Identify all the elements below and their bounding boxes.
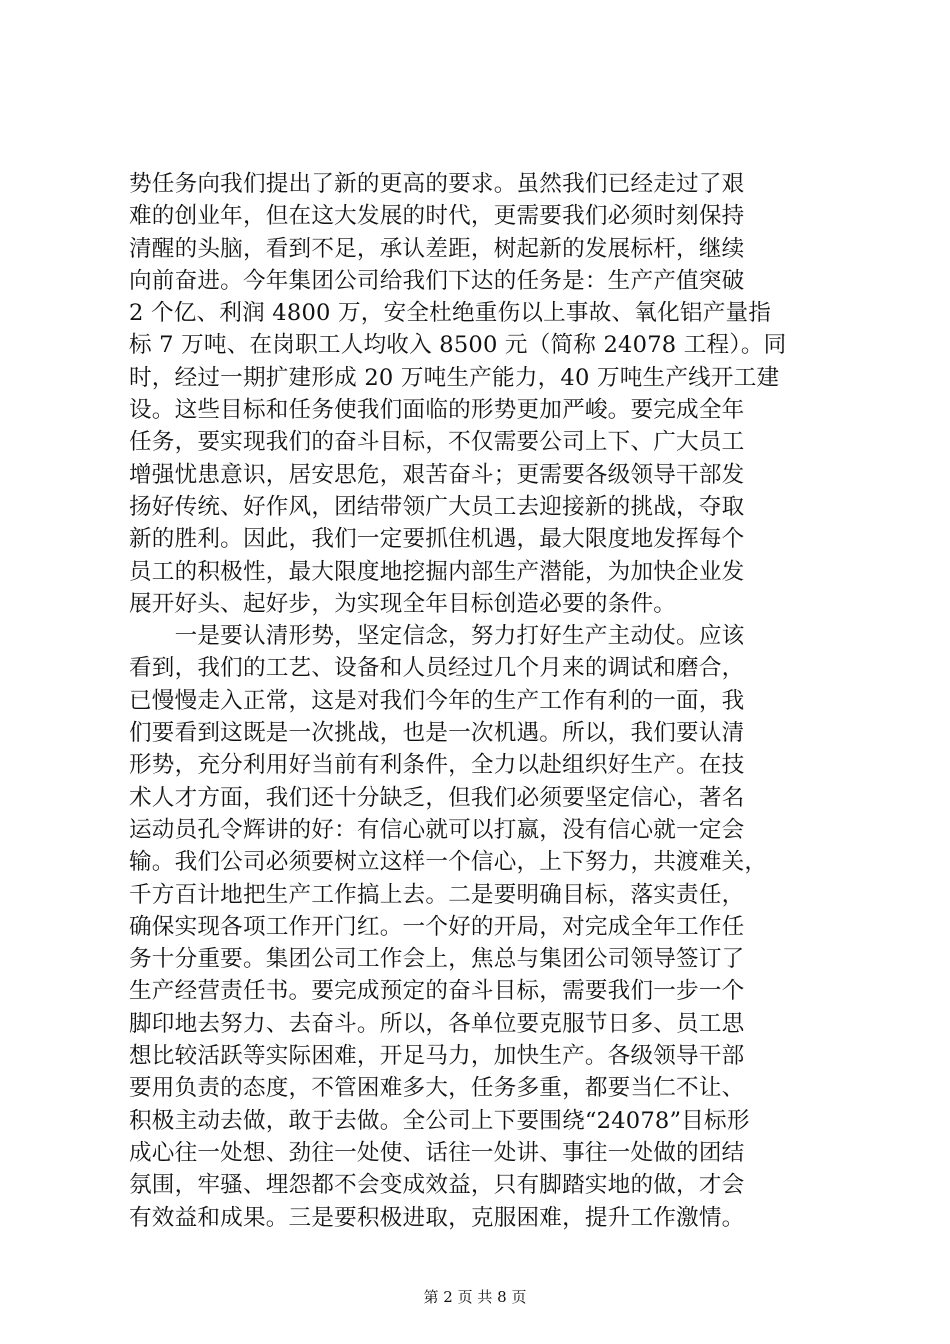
text-line: 新的胜利。因此，我们一定要抓住机遇，最大限度地发挥每个 bbox=[129, 526, 745, 553]
page-footer bbox=[0, 1287, 950, 1307]
text-line: 扬好传统、好作风，团结带领广大员工去迎接新的挑战，夺取 bbox=[129, 493, 745, 520]
text-line: 千方百计地把生产工作搞上去。二是要明确目标，落实责任， bbox=[129, 881, 745, 908]
text-line: 势任务向我们提出了新的更高的要求。虽然我们已经走过了艰 bbox=[129, 171, 745, 197]
text-line: 确保实现各项工作开门红。一个好的开局，对完成全年工作任 bbox=[129, 913, 745, 940]
text-line: 2 个亿、利润 4800 万，安全杜绝重伤以上事故、氧化铝产量指 bbox=[129, 300, 772, 327]
text-line: 员工的积极性，最大限度地挖掘内部生产潜能，为加快企业发 bbox=[129, 558, 745, 585]
text-line: 脚印地去努力、去奋斗。所以，各单位要克服节日多、员工思 bbox=[129, 1010, 745, 1037]
text-line: 清醒的头脑，看到不足，承认差距，树起新的发展标杆，继续 bbox=[129, 235, 745, 262]
text-line: 氛围，牢骚、埋怨都不会变成效益，只有脚踏实地的做，才会 bbox=[129, 1172, 745, 1199]
text-line: 向前奋进。今年集团公司给我们下达的任务是：生产产值突破 bbox=[129, 267, 745, 294]
text-line: 运动员孔令辉讲的好：有信心就可以打嬴，没有信心就一定会 bbox=[129, 816, 745, 843]
text-line: 时，经过一期扩建形成 20 万吨生产能力，40 万吨生产线开工建 bbox=[129, 364, 780, 391]
text-line: 输。我们公司必须要树立这样一个信心，上下努力，共渡难关， bbox=[129, 849, 768, 876]
text-line: 展开好头、起好步，为实现全年目标创造必要的条件。 bbox=[129, 590, 677, 617]
text-line: 积极主动去做，敢于去做。全公司上下要围绕“24078”目标形 bbox=[129, 1107, 750, 1134]
text-line: 要用负责的态度，不管困难多大，任务多重，都要当仁不让、 bbox=[129, 1075, 745, 1102]
text-line: 看到，我们的工艺、设备和人员经过几个月来的调试和磨合， bbox=[129, 655, 745, 682]
text-line: 成心往一处想、劲往一处使、话往一处讲、事往一处做的团结 bbox=[129, 1139, 745, 1166]
text-line: 难的创业年，但在这大发展的时代，更需要我们必须时刻保持 bbox=[129, 203, 745, 230]
text-line: 一是要认清形势，坚定信念，努力打好生产主动仗。应该 bbox=[129, 623, 745, 650]
text-line: 增强忧患意识，居安思危，艰苦奋斗；更需要各级领导干部发 bbox=[129, 461, 745, 488]
text-line: 任务，要实现我们的奋斗目标，不仅需要公司上下、广大员工 bbox=[129, 429, 745, 456]
text-line: 设。这些目标和任务使我们面临的形势更加严峻。要完成全年 bbox=[129, 397, 745, 424]
text-line: 术人才方面，我们还十分缺乏，但我们必须要坚定信心，著名 bbox=[129, 784, 745, 811]
text-line: 形势，充分利用好当前有利条件，全力以赴组织好生产。在技 bbox=[129, 752, 745, 779]
text-line: 想比较活跃等实际困难，开足马力，加快生产。各级领导干部 bbox=[129, 1043, 745, 1070]
text-line: 们要看到这既是一次挑战，也是一次机遇。所以，我们要认清 bbox=[129, 720, 745, 747]
text-line: 标 7 万吨、在岗职工人均收入 8500 元（简称 24078 工程）。同 bbox=[129, 332, 787, 359]
text-line: 已慢慢走入正常，这是对我们今年的生产工作有利的一面，我 bbox=[129, 687, 745, 714]
text-line: 务十分重要。集团公司工作会上，焦总与集团公司领导签订了 bbox=[129, 946, 745, 973]
page-number: 第 2 页 共 8 页 bbox=[423, 1288, 527, 1306]
text-line: 生产经营责任书。要完成预定的奋斗目标，需要我们一步一个 bbox=[129, 978, 745, 1005]
body-text bbox=[129, 168, 829, 1234]
text-line: 有效益和成果。三是要积极进取，克服困难，提升工作激情。 bbox=[129, 1204, 745, 1231]
